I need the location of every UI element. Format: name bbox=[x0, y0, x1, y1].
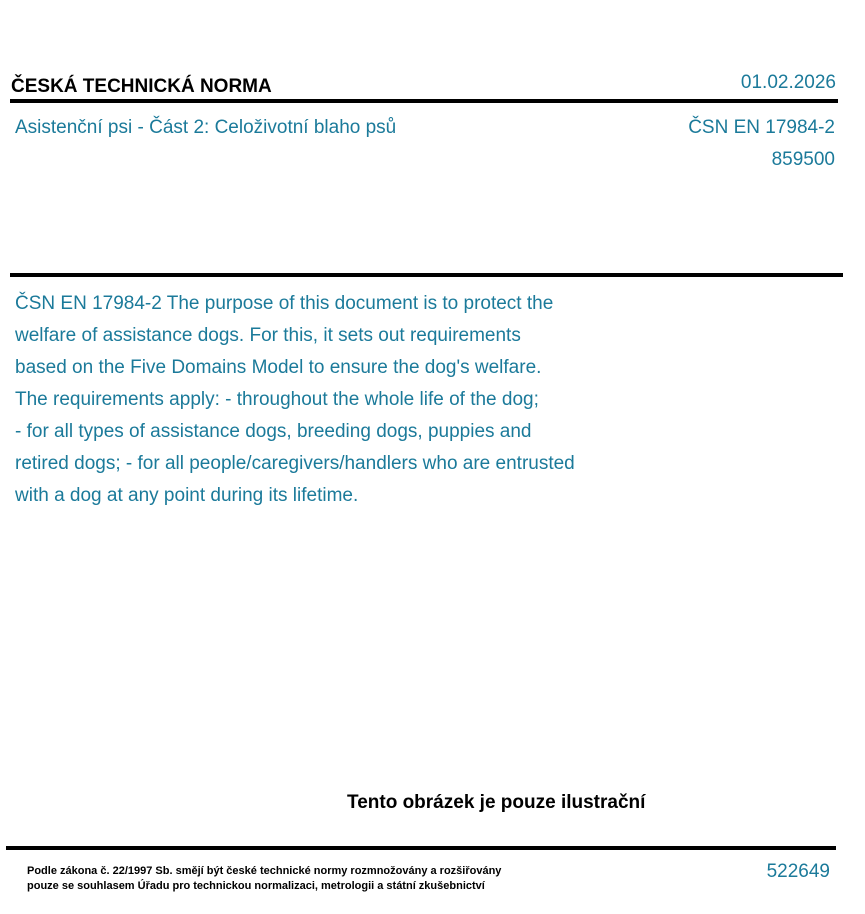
footer-divider bbox=[6, 846, 836, 850]
legal-notice bbox=[27, 864, 501, 894]
standard-type-heading: ČESKÁ TECHNICKÁ NORMA bbox=[11, 76, 272, 97]
legal-notice-line: pouze se souhlasem Úřadu pro technickou normalizaci, metrologii a státní zkušebnictví bbox=[27, 880, 485, 892]
document-number: 522649 bbox=[766, 861, 830, 882]
standard-code: ČSN EN 17984-2 bbox=[688, 117, 835, 138]
document-title: Asistenční psi - Část 2: Celoživotní blaho psů bbox=[15, 117, 397, 138]
classification-number: 859500 bbox=[771, 149, 835, 170]
legal-notice-line: Podle zákona č. 22/1997 Sb. smějí být české technické normy rozmnožovány a rozšiřovány bbox=[27, 865, 502, 877]
section-divider bbox=[10, 273, 843, 277]
illustration-note: Tento obrázek je pouze ilustrační bbox=[347, 792, 646, 813]
header-divider bbox=[10, 99, 838, 103]
document-abstract: ČSN EN 17984-2 The purpose of this document is to protect the welfare of assistance dogs. For this, it sets out requirements based on the Five Domains Model to ensure the dog's welfare. The requirements apply: - throughout the whole life of the dog; - for all types of assistance dogs, breeding dogs, puppies and retired dogs; - for all people/caregivers/handlers who are entrusted with a dog at any point during its lifetime. bbox=[15, 293, 575, 506]
publication-date: 01.02.2026 bbox=[740, 72, 836, 93]
